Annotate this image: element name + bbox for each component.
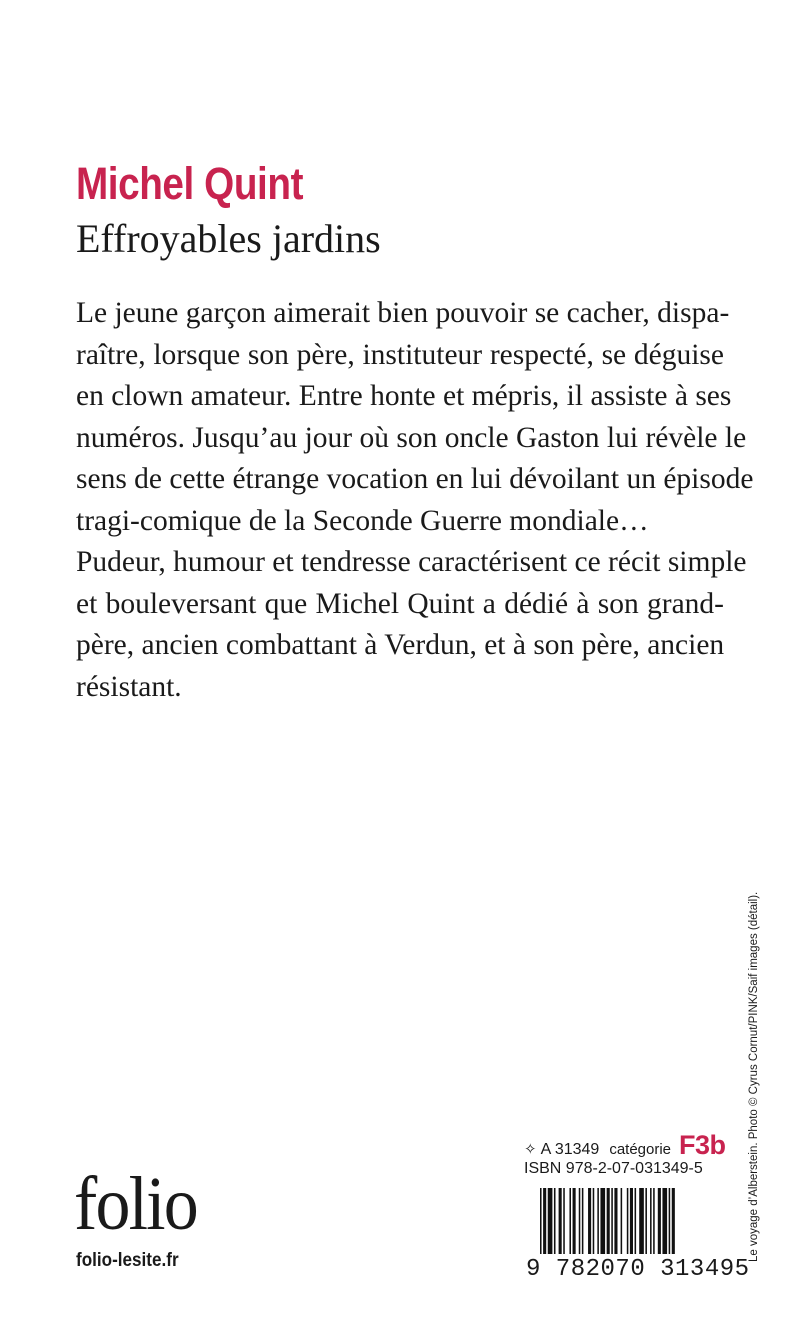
blurb-line: et bouleversant que Michel Quint a dédié à son grand-: [76, 587, 724, 620]
book-title: Effroyables jardins: [76, 216, 381, 261]
blurb-line: sens de cette étrange vocation en lui dévoilant un épisode: [76, 463, 754, 495]
category-code: F3b: [679, 1130, 726, 1160]
blurb-line: en clown amateur. Entre honte et mépris, il assiste à ses: [76, 380, 732, 412]
blurb-line: raître, lorsque son père, instituteur respecté, se déguise: [76, 338, 724, 371]
website-url: folio-lesite.fr: [76, 1250, 179, 1271]
catalog-number: A 31349: [540, 1141, 600, 1158]
blurb-line: père, ancien combattant à Verdun, et à son père, ancien: [76, 629, 725, 661]
back-cover-blurb: [76, 293, 754, 708]
category-label: catégorie: [609, 1141, 672, 1158]
blurb-line: numéros. Jusqu’au jour où son oncle Gaston lui révèle le: [76, 421, 747, 454]
folio-mark-icon: ✧: [524, 1141, 537, 1158]
barcode-number: 9 782070 313495: [526, 1256, 750, 1283]
photo-credit: Le voyage d’Alberstein. Photo © Cyrus Cornut/PINK/Saif images (détail).: [748, 891, 760, 1262]
blurb-line: tragi-comique de la Seconde Guerre mondiale…: [76, 504, 649, 537]
blurb-line: Pudeur, humour et tendresse caractérisent ce récit simple: [76, 546, 747, 578]
folio-logo: folio: [74, 1162, 197, 1246]
blurb-line: Le jeune garçon aimerait bien pouvoir se cacher, dispa-: [76, 297, 730, 329]
author-name: Michel Quint: [76, 158, 304, 209]
catalog-line: [524, 1130, 726, 1161]
isbn-text: ISBN 978-2-07-031349-5: [524, 1160, 703, 1177]
blurb-line: résistant.: [76, 670, 182, 703]
barcode-icon: [540, 1188, 724, 1254]
